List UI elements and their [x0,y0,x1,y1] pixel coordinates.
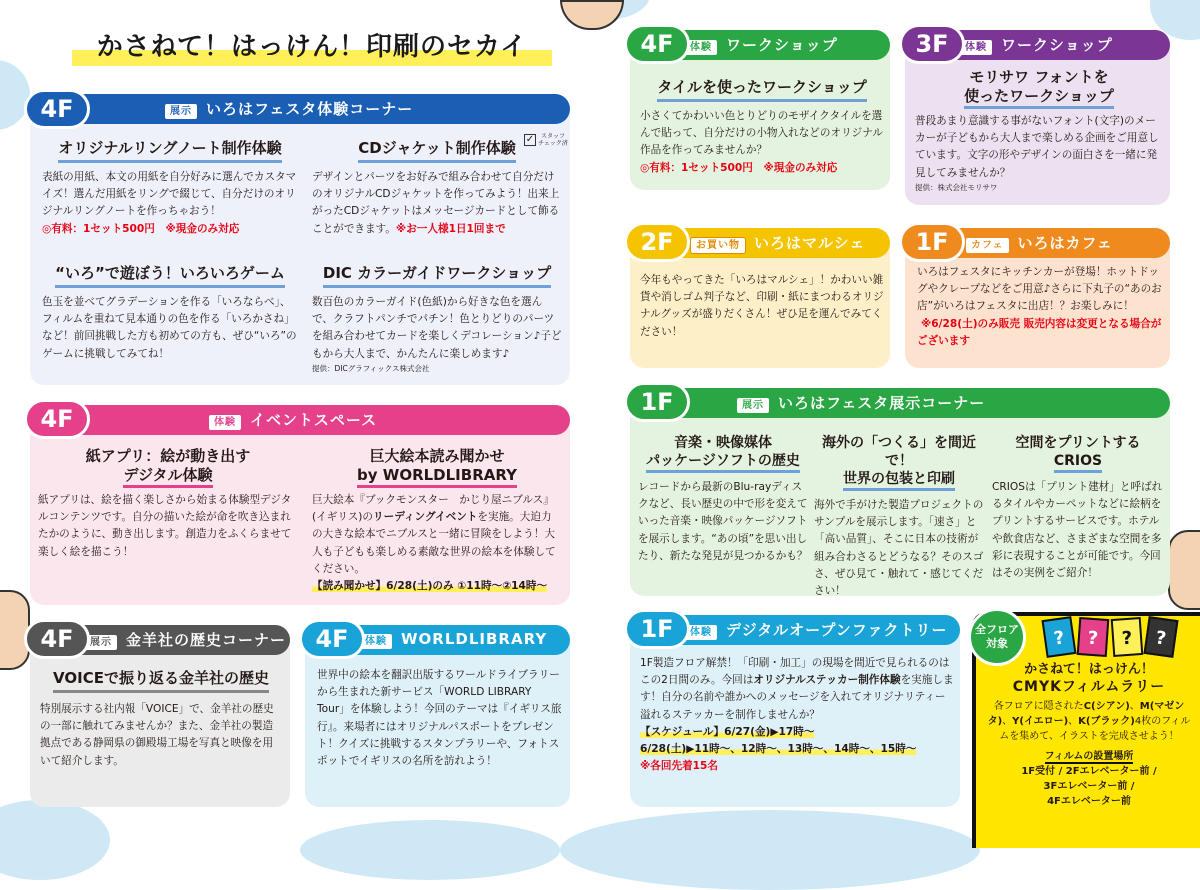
section-title: ワークショップ [726,36,838,54]
section-1f-exhibit [630,388,1170,596]
item-title: 紙アプリ：絵が動き出す [85,447,251,465]
section-4f-experience-corner [30,95,570,385]
item-body: 1F製造フロア解禁！「印刷・加工」の現場を間近で見られるのはこの2日間のみ。今回は [640,657,950,687]
tag-exhibit: 展示 [164,103,198,120]
item-title: by WORLDLIBRARY [357,466,517,488]
item-body: 巨大絵本『ブックモンスター かじり屋ニブルス』(イギリス)の [312,494,554,524]
item-title: CRIOS [1054,452,1102,473]
section-title: イベントスペース [250,411,378,429]
item-title: デジタル体験 [123,466,212,488]
section-1f-factory [630,615,960,807]
reading-schedule: 【読み聞かせ】6/28(土)のみ ①11時～②14時～ [312,580,548,593]
film-k: K(ブラック) [1078,716,1135,727]
item-body: 数百色のカラーガイド(色紙)から好きな色を選んで、クラフトパンチでパチン！色とりどりのパーツを組み合わせてカードを楽しくデコレーション♪子どもから大人まで、かんたんに楽しめます♪ [312,296,562,360]
item-note: ※お一人様1日1回まで [395,222,506,235]
separator: 、 [1068,716,1079,727]
item-body: 紙アプリは、絵を描く楽しさから始まる体験型デジタルコンテンツです。自分の描いた絵が命を吹き込まれたかのように、動き出します。創造力をふくらませて楽しく絵を描こう！ [38,494,292,558]
item-body-emphasis: リーディングイベント [373,511,478,524]
badge-text: 全フロア [975,623,1019,636]
item-body: 小さくてかわいい色とりどりのモザイクタイルを選んで貼って、自分だけの小物入れなどのオリジナル作品を作ってみませんか？ [640,110,883,157]
tag-experience: 体験 [959,39,993,56]
item-body: いろはフェスタにキッチンカーが登場！ホットドッグやクレープなどをご用意♪さらに下丸子の“あのお店”がいろはフェスタに出店！？お楽しみに！ [917,266,1162,313]
card-magenta: ? [1077,617,1110,657]
item-note: ※各回先着15名 [640,760,719,773]
rally-title: かさねて！はっけん！ [1024,662,1154,677]
main-title-block [62,24,562,68]
item-body: デザインとパーツをお好みで組み合わせて自分だけのオリジナルCDジャケットを作ってみよう！出来上がったCDジャケットはメッセージカードとして飾ることができます。 [312,171,560,235]
item-title: オリジナルリングノート制作体験 [58,137,281,163]
floor-badge: 3F [899,24,965,64]
section-title: 金羊社の歴史コーナー [126,631,287,649]
location-line: 4Fエレベーター前 [1047,796,1131,807]
floor-badge: 1F [624,609,690,649]
character-illustration [560,0,624,30]
floor-badge: 2F [624,222,690,262]
item-body: を実施します！自分の名前や誰かへのメッセージを入れてオリジナリティー溢れるステッカーを制作しませんか？ [640,674,954,721]
staff-check-mark [524,133,568,147]
section-2f-marche [630,228,890,368]
tag-experience: 体験 [208,414,242,431]
location-line: 1F受付 / 2Fエレベーター前 / [1021,766,1157,777]
tag-shopping: お買い物 [690,237,746,254]
floor-badge: 4F [299,619,365,659]
section-3f-workshop [905,30,1170,205]
floor-badge: 4F [24,619,90,659]
item-title: 海外の「つくる」を間近で！ [822,435,976,469]
section-title: WORLDLIBRARY [401,630,548,648]
item-price: ◎有料：1セット500円 ※現金のみ対応 [640,161,838,174]
film-m: M(マゼンタ) [987,701,1185,727]
rally-title: CMYKフィルムラリー [1012,679,1166,695]
cmyk-film-rally [972,612,1200,848]
item-title: CDジャケット制作体験 [358,137,515,163]
section-title: いろはカフェ [1017,234,1113,252]
schedule-line: 6/28(土)▶11時～、12時～、13時～、14時～、15時～ [640,743,917,756]
section-4f-workshop [630,30,890,190]
section-header [36,94,570,124]
page-title: かさねて！はっけん！印刷のセカイ [96,32,528,62]
rally-body: 4枚のフィルムを集めて、イラストを完成させよう！ [999,716,1191,742]
item-credit: 提供：株式会社モリサワ [915,182,998,192]
character-illustration [1168,530,1200,610]
tag-exhibit: 展示 [736,397,770,414]
card-yellow: ? [1111,617,1144,657]
floor-badge: 4F [624,24,690,64]
check-icon: ✓ [525,134,535,145]
item-body: 色玉を並べてグラデーションを作る「いろならべ」、フィルムを重ねて見本通りの色を作る「いろかさね」など！前回挑戦した方も初めての方も、ぜひ“いろ”のゲームに挑戦してみてね！ [42,296,297,360]
rally-body: 各フロアに隠された [993,701,1084,712]
floor-badge: 4F [24,89,90,129]
section-header [36,405,570,435]
item-title: パッケージソフトの歴史 [646,452,800,473]
section-title: いろはマルシェ [754,234,866,252]
floor-badge: 1F [899,222,965,262]
item-body: 表紙の用紙、本文の用紙を自分好みに選んでカスタマイズ！選んだ用紙をリングで綴じて、自分だけのオリジナルリングノートを作っちゃおう！ [42,171,297,218]
item-body: を実施。大迫力の大きな絵本でニブルスと一緒に冒険をしよう！大人も子どもも楽しめる素敵な世界の絵本を体験してください。 [312,511,556,575]
item-title: 空間をプリントする [1015,435,1141,451]
floor-badge: 4F [24,399,90,439]
tag-exhibit: 展示 [84,634,118,651]
badge-text: 対象 [986,637,1008,650]
cloud-decoration [560,810,980,890]
card-black: ? [1144,616,1179,658]
section-title: ワークショップ [1001,36,1113,54]
separator: 、 [1129,701,1140,712]
section-title: いろはフェスタ展示コーナー [778,394,986,412]
schedule-line: 【スケジュール】6/27(金)▶17時～ [640,725,815,738]
cloud-decoration [0,800,110,880]
section-4f-event-space [30,405,570,605]
item-body: 今年もやってきた「いろはマルシェ」！かわいい雑貨や消しゴム判子など、印刷・紙にまつわるオリジナルグッズが盛りだくさん！ぜひ足を運んでみてください！ [640,274,884,338]
item-body: 特別展示する社内報「VOICE」で、金羊社の歴史の一部に触れてみませんか？また、金羊社の製造拠点である静岡県の御殿場工場を写真と映像を用いて紹介します。 [40,703,274,767]
section-title: デジタルオープンファクトリー [726,621,948,639]
item-body-emphasis: オリジナルステッカー制作体験 [753,674,901,687]
tag-cafe: カフェ [965,237,1010,254]
section-4f-history-corner [30,625,290,807]
location-title: フィルムの設置場所 [1044,751,1134,762]
item-body: 海外で手がけた製造プロジェクトのサンプルを展示します。「速さ」と「高い品質」、そこに日本の技術が組み合わさるとどうなる？そのスゴさ、ぜひ見て・触れて・感じてください！ [814,499,984,598]
film-c: C(シアン) [1083,701,1130,712]
card-cyan: ? [1042,616,1077,658]
item-credit: 提供：DICグラフィックス株式会社 [312,363,430,373]
item-body: CRIOSは「プリント建材」と呼ばれるタイルやカーペットなどに絵柄をプリントするサービスです。ホテルや飲食店など、さまざまな空間を多彩に表現することが可能です。今回はその実例をご紹介！ [992,481,1163,580]
staff-check-label: スタッフチェック済 [538,133,568,147]
item-body: レコードから最新のBlu-rayディスクなど、長い歴史の中で形を変えていった音楽・映像パッケージソフトを展示します。“あの頃”を思い出したり、新たな発見が見つかるかも？ [638,481,808,562]
item-title: VOICEで振り返る金羊社の歴史 [53,667,269,693]
item-body: 世界中の絵本を翻訳出版するワールドライブラリーから生まれた新サービス「WORLD LIBRARY Tour」を体験しよう！今回のテーマは『イギリス旅行』。来場者にはオリジナルパスポートをプレゼント！クイズに挑戦するスタンプラリーや、フォトスポットでイギリスの名所を訪れよう！ [317,669,562,768]
tag-experience: 体験 [684,39,718,56]
floor-badge: 1F [624,382,690,422]
item-title: モリサワ フォントを [969,68,1109,86]
item-title: 音楽・映像媒体 [674,435,772,451]
section-header [636,388,1170,418]
item-note: ※6/28(土)のみ販売 販売内容は変更となる場合がございます [917,317,1162,347]
location-line: 3Fエレベーター前 / [1043,781,1135,792]
all-floor-badge [968,608,1026,666]
item-title: 巨大絵本読み聞かせ [369,447,505,465]
item-title: 使ったワークショップ [964,87,1114,109]
item-title: “いろ”で遊ぼう！いろいろゲーム [55,262,285,288]
item-body: 普段あまり意識する事がないフォント(文字)のメーカーが子どもから大人まで楽しめる企画をご用意しています。文字の形やデザインの面白さを一緒に発見してみませんか？ [915,115,1159,179]
item-price: ◎有料：1セット500円 ※現金のみ対応 [42,222,240,235]
tag-experience: 体験 [359,633,393,650]
item-title: 世界の包装と印刷 [843,470,955,491]
section-4f-worldlibrary [305,625,570,807]
section-title: いろはフェスタ体験コーナー [206,100,414,118]
section-1f-cafe [905,228,1170,368]
item-title: DIC カラーガイドワークショップ [323,262,551,288]
tag-experience: 体験 [684,624,718,641]
film-y: Y(イエロー) [1012,716,1069,727]
cloud-decoration [0,60,30,130]
cloud-decoration [300,820,560,880]
item-title: タイルを使ったワークショップ [657,76,866,102]
separator: 、 [1002,716,1013,727]
